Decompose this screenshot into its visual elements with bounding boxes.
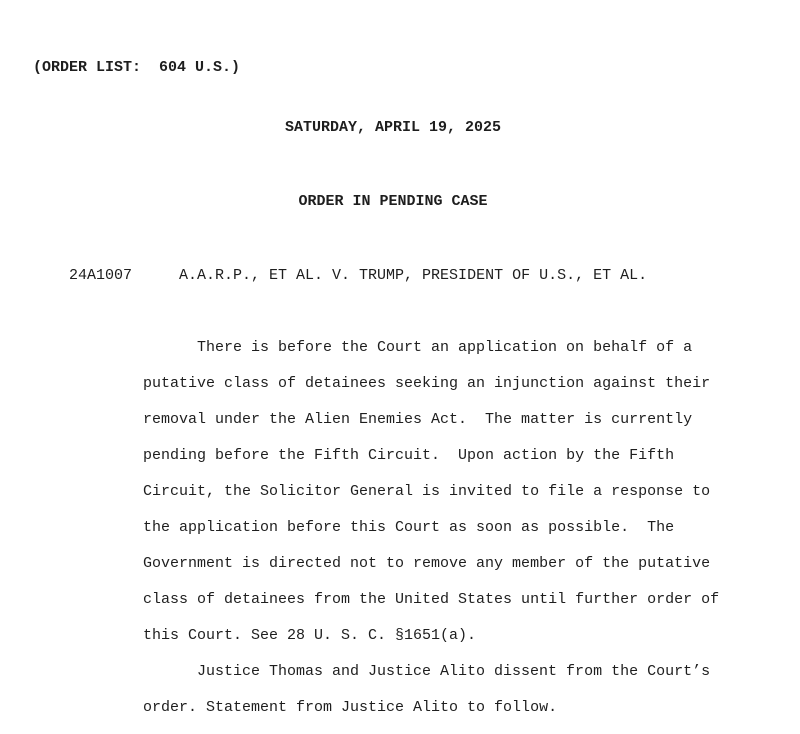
body-line: order. Statement from Justice Alito to follow. (143, 699, 558, 716)
body-line: pending before the Fifth Circuit. Upon action by the Fifth (143, 447, 675, 464)
order-body (143, 330, 800, 726)
date-heading: SATURDAY, APRIL 19, 2025 (284, 119, 502, 136)
body-line: Justice Thomas and Justice Alito dissent from the Court’s (197, 663, 711, 680)
body-line: Circuit, the Solicitor General is invited to file a response to (143, 483, 711, 500)
body-line: Government is directed not to remove any member of the putative (143, 555, 711, 572)
section-heading: ORDER IN PENDING CASE (298, 193, 488, 210)
order-paragraph (143, 330, 800, 654)
order-list-label: (ORDER LIST: 604 U.S.) (33, 59, 241, 76)
case-caption-line (33, 222, 800, 330)
body-line: removal under the Alien Enemies Act. The matter is currently (143, 411, 693, 428)
dissent-paragraph (143, 654, 800, 726)
case-number: 24A1007 (69, 267, 133, 284)
body-line: putative class of detainees seeking an injunction against their (143, 375, 711, 392)
case-title: A.A.R.P., ET AL. V. TRUMP, PRESIDENT OF U.S., ET AL. (179, 267, 648, 284)
body-line: There is before the Court an application on behalf of a (197, 339, 693, 356)
body-line: the application before this Court as soon as possible. The (143, 519, 675, 536)
body-line: class of detainees from the United States until further order of (143, 591, 720, 608)
body-line: this Court. See 28 U. S. C. §1651(a). (143, 627, 477, 644)
